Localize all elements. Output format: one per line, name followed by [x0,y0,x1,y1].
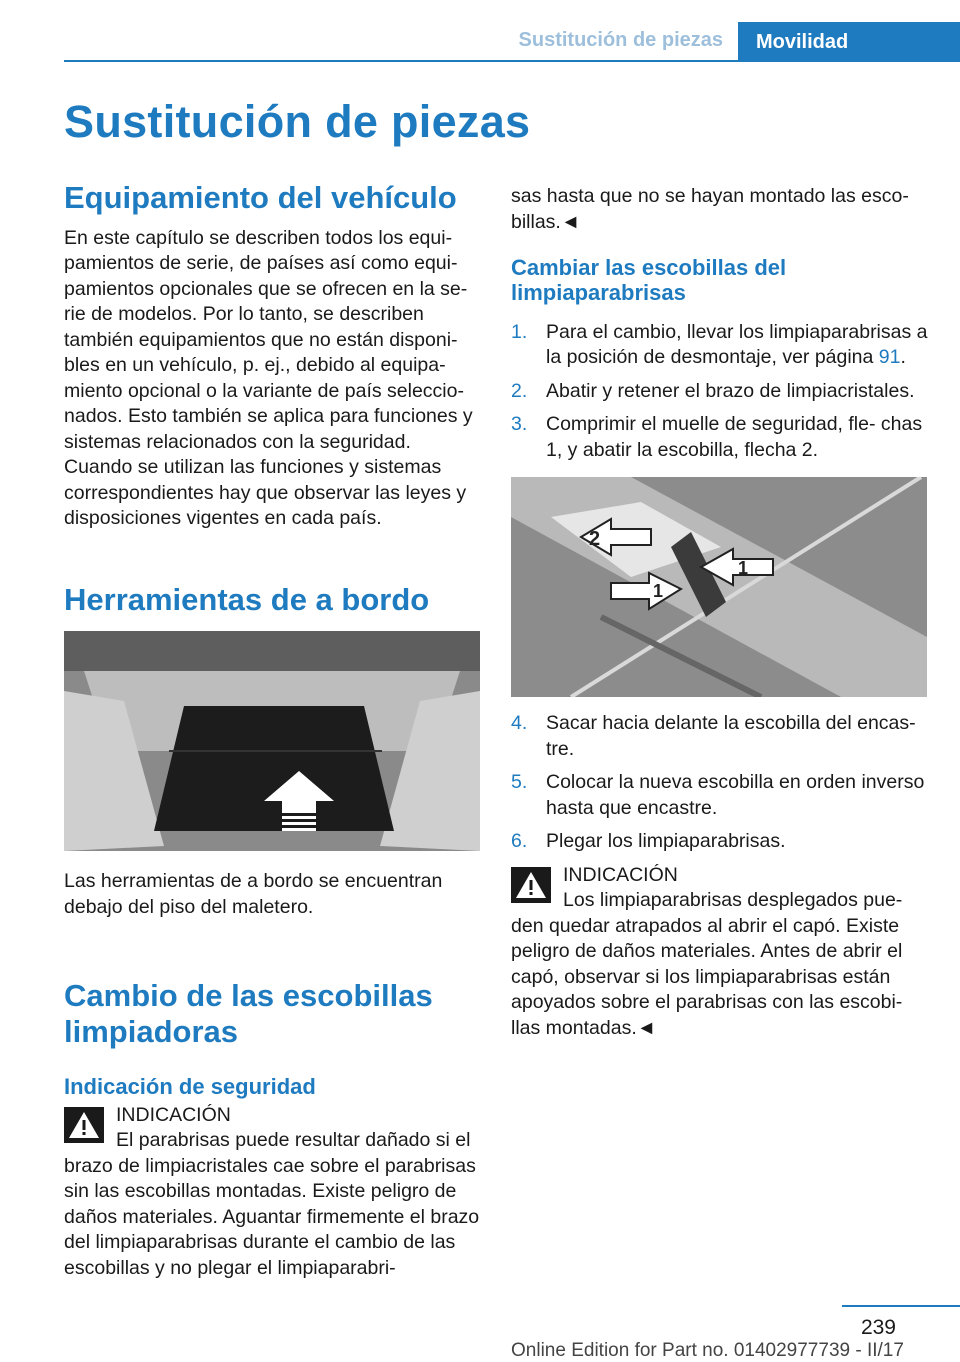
arrow-1-label-a: 1 [738,558,749,579]
trunk-image [64,631,480,851]
header-chapter-tab[interactable] [738,22,960,62]
safety-heading: Indicación de seguridad [64,1073,316,1099]
equipment-text: En este capítulo se describen todos los equi- pamientos de serie, de países así como equi- pamientos opcionales que se ofrecen en la se- rie de modelos. Por lo tanto, se describen también equipamientos que no están disponi- bles en un vehículo, p. ej., debido al equipa- miento opcional o la variante de país seleccio- nados. Esto también se aplica para funciones y sistemas relacionados con la seguridad. Cuando se utilizan las funciones y sistemas correspondientes hay que observar las leyes y disposiciones vigentes en cada país. [64,226,473,530]
warning-text: brazo de limpiacristales cae sobre el parabrisas sin las escobillas montadas. Existe peligro de daños materiales. Aguantar firmemente el brazo del limpiaparabrisas durante el cambio de las escobillas y no plegar el limpiaparabri- [64,1154,480,1279]
steps-list-b [511,711,929,855]
arrow-1-label-b: 1 [653,581,664,602]
list-item: 2. Abatir y retener el brazo de limpiacristales. [511,379,915,402]
tools-text: Las herramientas de a bordo se encuentran debajo del piso del maletero. [64,870,443,918]
warning-icon [511,867,551,903]
warning-first-line: El parabrisas puede resultar dañado si el [116,1129,471,1152]
hood-warning [511,863,929,1042]
list-item: 5. Colocar la nueva escobilla en orden inverso hasta que encastre. [511,771,925,819]
left-column [64,180,482,1281]
header-rule [64,60,960,62]
list-item: 1. Para el cambio, llevar los limpiaparabrisas a la posición de desmontaje, ver página 91. [511,320,928,369]
page-number: 239 [860,1316,896,1339]
continued-text: sas hasta que no se hayan montado las esco- billas.◄ [511,185,909,233]
equipment-heading: Equipamiento del vehículo [64,180,457,215]
page-link[interactable]: 91 [878,346,901,369]
list-item: 4. Sacar hacia delante la escobilla del encas- tre. [511,712,916,760]
warning-title: INDICACIÓN [116,1103,231,1126]
warning-text: den quedar atrapados al abrir el capó. Existe peligro de daños materiales. Antes de abrir el capó, observar si los limpiaparabrisas están apoyados sobre el parabrisas con las escobi- llas montadas.◄ [511,914,903,1039]
tools-heading: Herramientas de a bordo [64,581,430,617]
steps-list-a [511,320,929,464]
warning-icon [64,1107,104,1143]
change-wipers-heading: Cambiar las escobillas del limpiaparabrisas [511,255,787,306]
list-item: 6. Plegar los limpiaparabrisas. [511,830,786,853]
page-header [0,0,960,62]
footer-edition: Online Edition for Part no. 01402977739 - II/17 [511,1340,904,1361]
page-title: Sustitución de piezas [64,96,531,147]
header-section-title: Sustitución de piezas [518,29,723,51]
header-chapter-label: Movilidad [756,30,849,53]
wiper-image [511,477,927,697]
list-item: 3. Comprimir el muelle de seguridad, fle- chas 1, y abatir la escobilla, flecha 2. [511,413,923,461]
warning-first-line: Los limpiaparabrisas desplegados pue- [563,889,903,912]
footer-rule [842,1305,960,1307]
safety-warning [64,1103,482,1282]
right-column [511,184,929,1041]
arrow-2-label: 2 [589,528,601,551]
wipers-heading: Cambio de las escobillas limpiadoras [64,978,433,1049]
warning-title: INDICACIÓN [563,863,678,886]
